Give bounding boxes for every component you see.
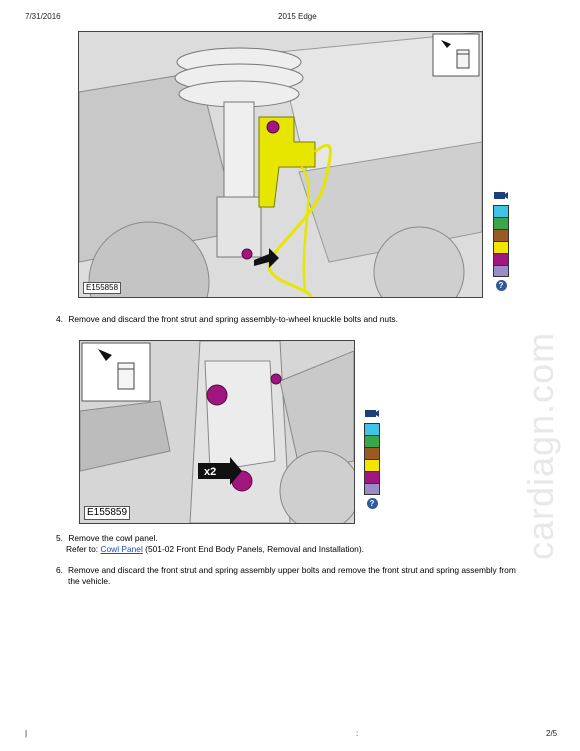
step-4 xyxy=(56,314,526,325)
legend-swatch xyxy=(493,253,509,265)
help-icon[interactable]: ? xyxy=(367,498,378,509)
legend-swatch xyxy=(493,241,509,253)
help-icon[interactable]: ? xyxy=(496,280,507,291)
camera-icon xyxy=(493,190,509,200)
color-legend xyxy=(493,187,509,291)
legend-swatch xyxy=(364,435,380,447)
print-date: 7/31/2016 xyxy=(25,12,61,21)
legend-swatch xyxy=(364,459,380,471)
step-number: 5. xyxy=(56,533,63,543)
color-legend xyxy=(364,405,380,509)
step-number: 6. xyxy=(56,565,63,575)
footer-mark-left: | xyxy=(25,729,28,738)
cowl-panel-link[interactable]: Cowl Panel xyxy=(100,543,143,554)
figure-illustration xyxy=(79,32,482,297)
legend-swatch xyxy=(364,423,380,435)
refer-suffix: (501-02 Front End Body Panels, Removal and Installation). xyxy=(142,543,364,554)
camera-icon xyxy=(364,408,380,418)
page-number: 2/5 xyxy=(546,729,558,738)
legend-swatch xyxy=(364,447,380,459)
refer-prefix: Refer to: xyxy=(66,543,101,554)
figure-code: E155859 xyxy=(84,506,130,520)
legend-swatch xyxy=(493,217,509,229)
step-6 xyxy=(56,565,526,586)
step-text: Remove and discard the front strut and spring assembly upper bolts and remove the front strut and spring assembly from the vehicle. xyxy=(68,565,516,586)
legend-swatch xyxy=(364,471,380,483)
callout-label: x2 xyxy=(204,466,217,478)
step-5 xyxy=(56,533,526,554)
step-text: Remove the cowl panel. xyxy=(68,533,158,543)
legend-swatch xyxy=(493,229,509,241)
figure-code: E155858 xyxy=(83,282,121,294)
legend-swatch xyxy=(493,265,509,277)
step-number: 4. xyxy=(56,314,63,324)
footer-mark-center: : xyxy=(356,729,359,738)
legend-swatch xyxy=(364,483,380,495)
step-text: Remove and discard the front strut and spring assembly-to-wheel knuckle bolts and nuts. xyxy=(68,314,398,324)
watermark: cardiagn.com xyxy=(520,331,561,560)
figure-illustration xyxy=(80,341,354,523)
legend-swatch xyxy=(493,205,509,217)
figure-strut-knuckle xyxy=(78,31,483,298)
reference-line xyxy=(56,544,526,555)
document-title: 2015 Edge xyxy=(278,12,317,21)
figure-knuckle-bolts xyxy=(79,340,355,524)
